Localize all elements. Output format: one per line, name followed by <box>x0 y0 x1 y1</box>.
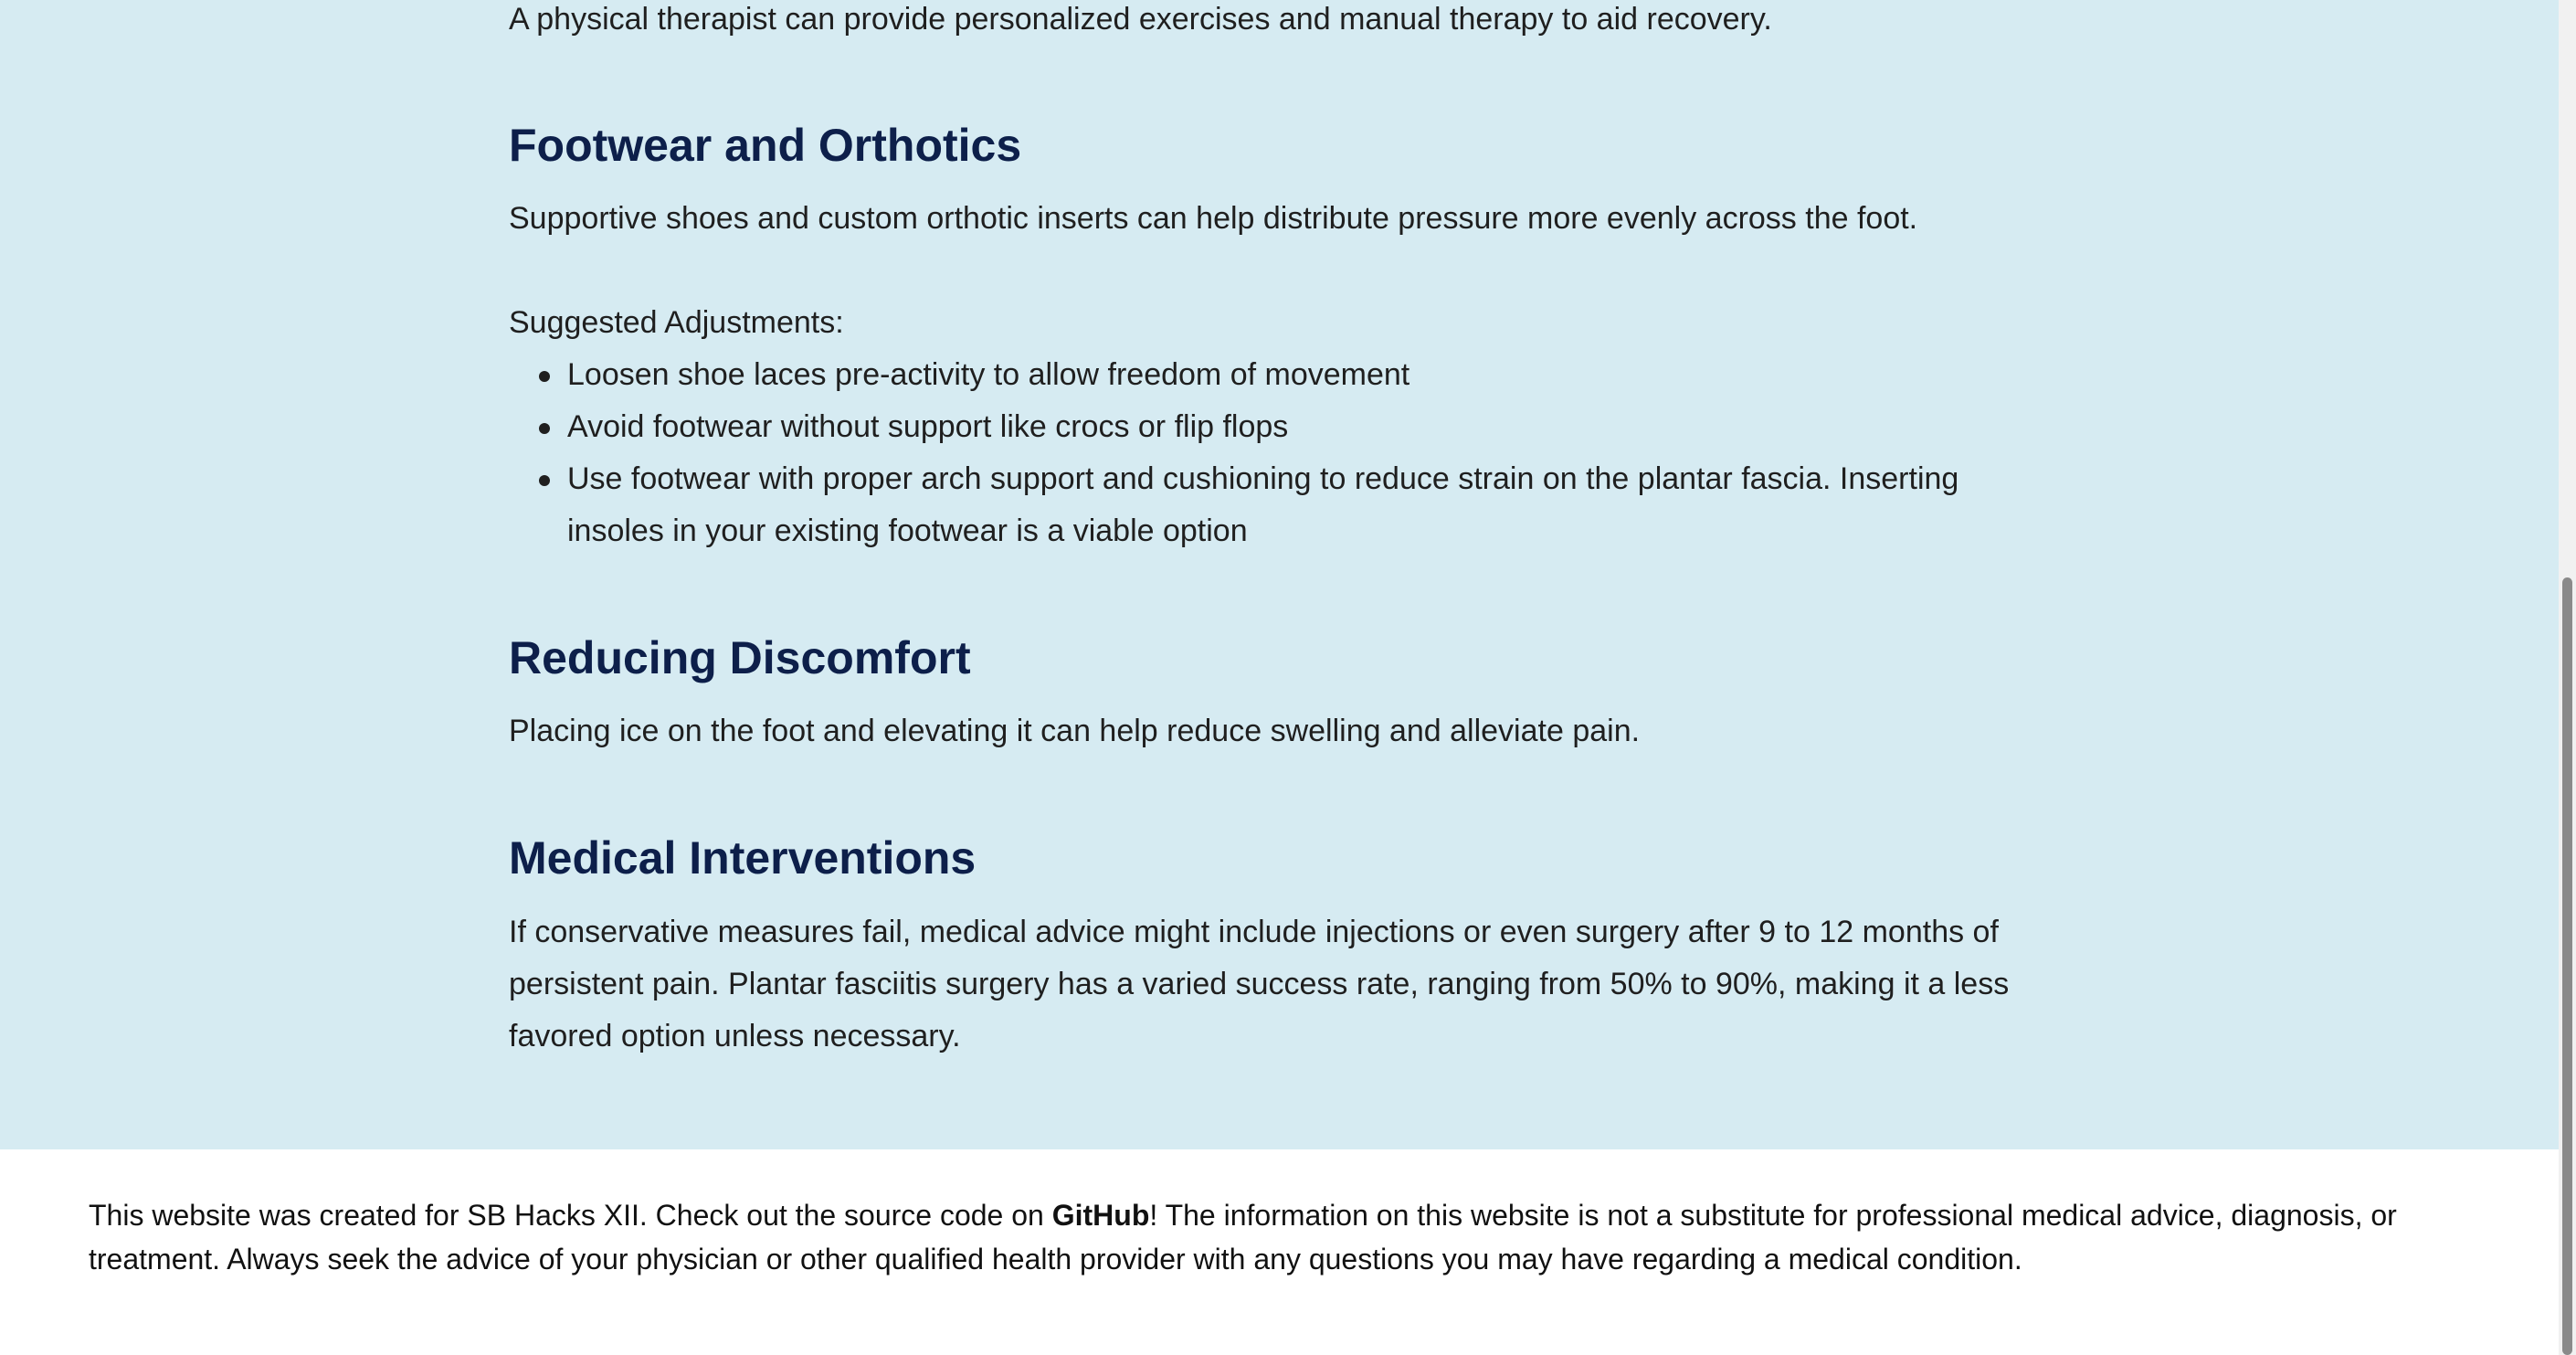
github-link[interactable]: GitHub <box>1051 1199 1150 1232</box>
physical-therapy-text: A physical therapist can provide personalized exercises and manual therapy to aid recovery. <box>509 2 1772 37</box>
discomfort-section-heading: Reducing Discomfort <box>509 632 971 683</box>
site-footer <box>0 1149 2559 1355</box>
discomfort-section-text: Placing ice on the foot and elevating it can help reduce swelling and alleviate pain. <box>509 714 1641 748</box>
medical-section-text: If conservative measures fail, medical advice might include injections or even surgery after 9 to 12 months of persistent pain. Plantar fasciitis surgery has a varied success rate, ranging from 50% to 90%, making it a less favored option unless necessary. <box>509 915 2010 1053</box>
footer-text-part: This website was created for SB Hacks XII. Check out the source code on <box>89 1199 1052 1232</box>
footwear-section-heading: Footwear and Orthotics <box>509 120 1022 171</box>
list-item: Use footwear with proper arch support and cushioning to reduce strain on the plantar fascia. Inserting insoles in your existing footwear is a viable option <box>567 453 2016 557</box>
scrollbar-thumb[interactable] <box>2562 577 2572 1355</box>
list-item: Loosen shoe laces pre-activity to allow freedom of movement <box>567 349 2016 401</box>
vertical-scrollbar[interactable] <box>2559 0 2576 1355</box>
medical-section-heading: Medical Interventions <box>509 832 977 884</box>
footer-disclaimer <box>89 1193 2500 1281</box>
footwear-section-text: Supportive shoes and custom orthotic inserts can help distribute pressure more evenly across the foot. <box>509 201 1918 236</box>
footer-text-part: ! The information on this website is not a substitute for professional medical advice, diagnosis, or treatment. Always seek the advice of your physician or other qualified health provider with any questions you may have regarding a medical condition. <box>89 1199 2397 1276</box>
suggested-adjustments-label: Suggested Adjustments: <box>509 305 844 340</box>
adjustments-list <box>509 349 2016 557</box>
list-item: Avoid footwear without support like crocs or flip flops <box>567 401 2016 453</box>
